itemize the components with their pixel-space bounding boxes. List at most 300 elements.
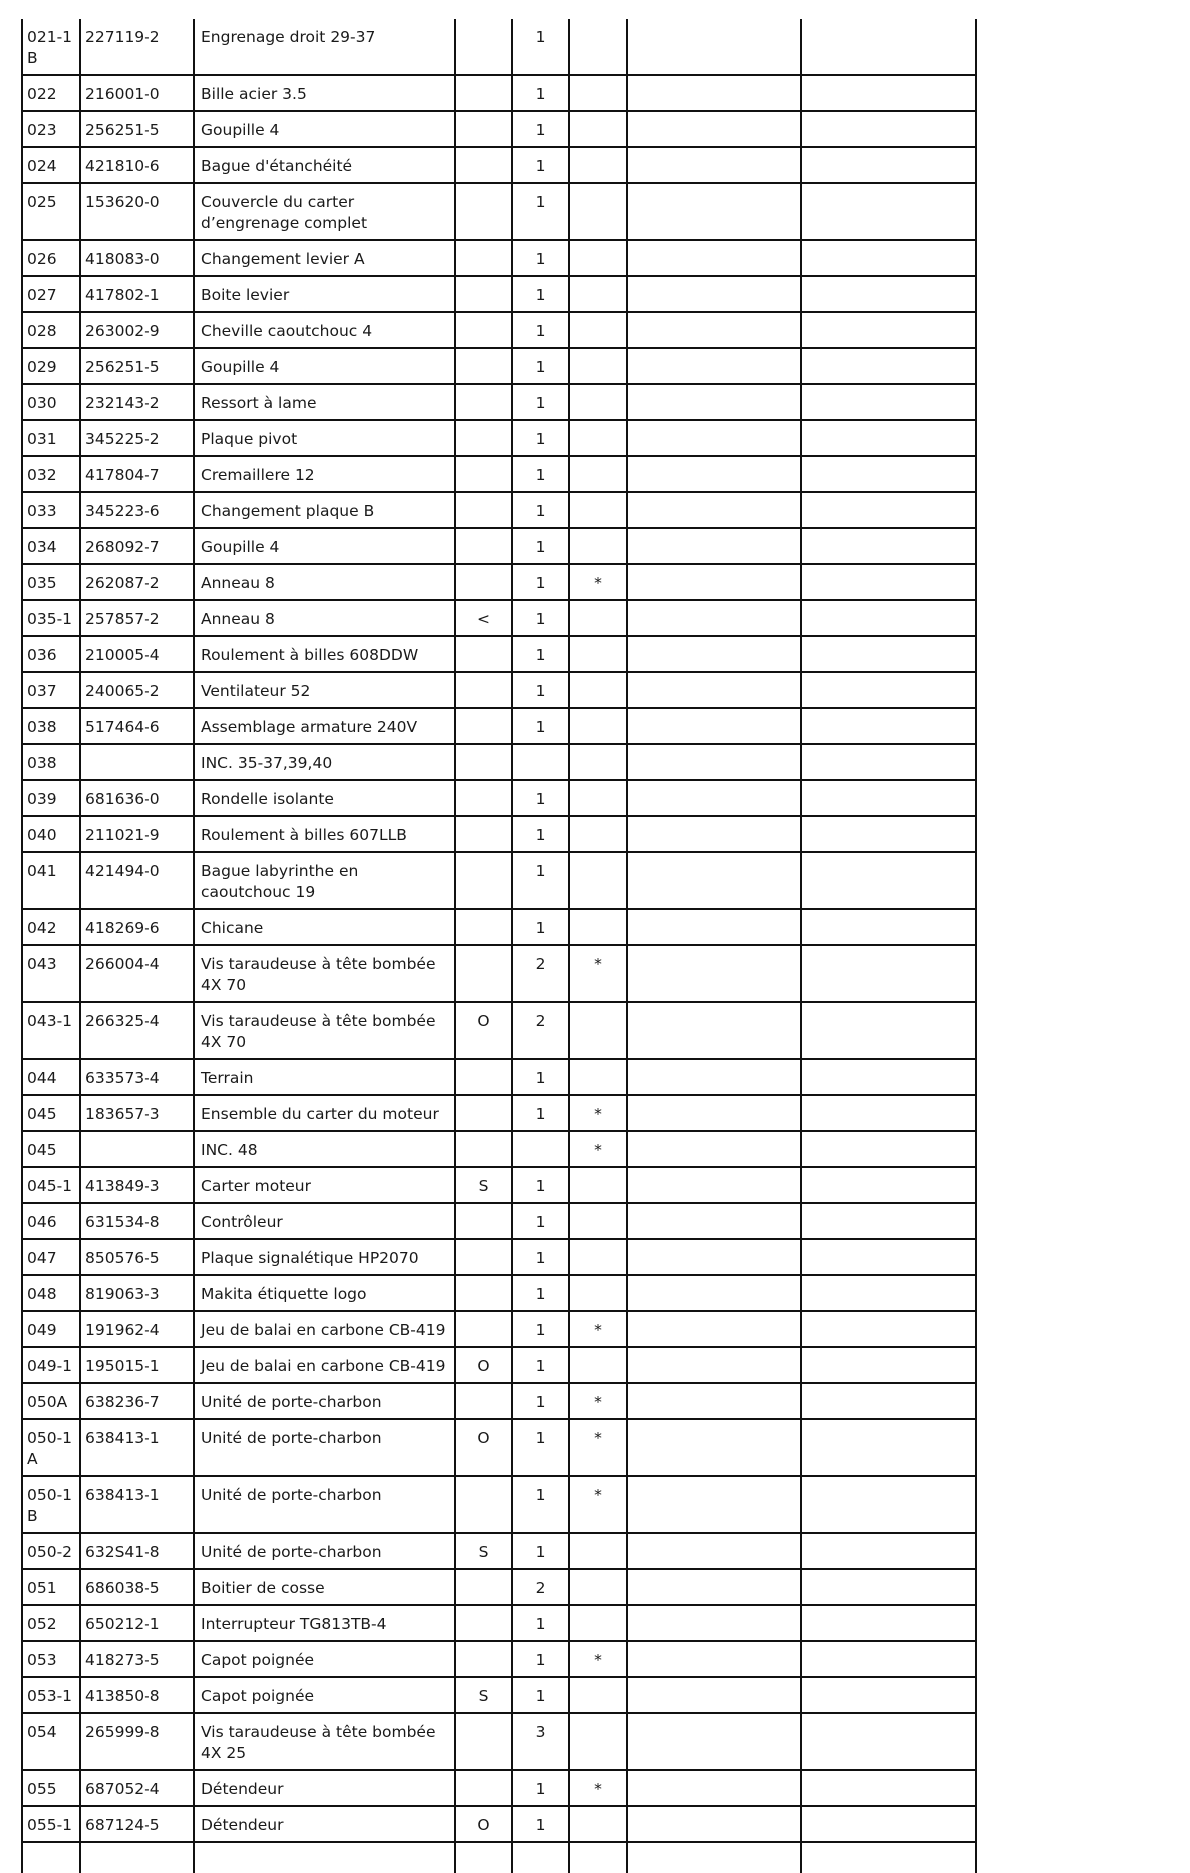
description-cell: Anneau 8 [194, 564, 455, 600]
empty-cell [627, 636, 801, 672]
part-number-cell: 638236-7 [80, 1383, 194, 1419]
description-cell: Goupille 4 [194, 528, 455, 564]
empty-cell [627, 1713, 801, 1770]
quantity-cell: 1 [512, 1806, 569, 1842]
table-row [22, 1419, 976, 1476]
star-marker-cell: * [569, 1419, 627, 1476]
empty-cell [512, 1842, 569, 1873]
empty-cell [627, 1311, 801, 1347]
ref-number-cell: 029 [22, 348, 80, 384]
empty-cell [801, 1770, 976, 1806]
note-cell: S [455, 1167, 512, 1203]
note-cell [455, 1713, 512, 1770]
empty-cell [801, 1383, 976, 1419]
empty-cell [801, 1059, 976, 1095]
empty-cell [801, 1311, 976, 1347]
description-cell: INC. 48 [194, 1131, 455, 1167]
ref-number-cell: 048 [22, 1275, 80, 1311]
description-cell: Anneau 8 [194, 600, 455, 636]
quantity-cell: 1 [512, 1239, 569, 1275]
table-row [22, 945, 976, 1002]
empty-cell [627, 1347, 801, 1383]
empty-cell [627, 1605, 801, 1641]
table-row [22, 1311, 976, 1347]
note-cell [455, 75, 512, 111]
empty-cell [801, 1533, 976, 1569]
empty-cell [627, 348, 801, 384]
description-cell: Assemblage armature 240V [194, 708, 455, 744]
table-row [22, 456, 976, 492]
star-marker-cell [569, 1059, 627, 1095]
star-marker-cell [569, 348, 627, 384]
note-cell: S [455, 1677, 512, 1713]
quantity-cell: 1 [512, 1347, 569, 1383]
quantity-cell: 1 [512, 1419, 569, 1476]
quantity-cell: 1 [512, 1311, 569, 1347]
empty-cell [801, 816, 976, 852]
table-row [22, 1806, 976, 1842]
part-number-cell: 268092-7 [80, 528, 194, 564]
description-cell: Terrain [194, 1059, 455, 1095]
empty-cell [22, 1842, 80, 1873]
table-row [22, 528, 976, 564]
note-cell: O [455, 1347, 512, 1383]
star-marker-cell [569, 1677, 627, 1713]
empty-cell [627, 564, 801, 600]
empty-cell [801, 1419, 976, 1476]
star-marker-cell [569, 780, 627, 816]
star-marker-cell: * [569, 1311, 627, 1347]
part-number-cell: 850576-5 [80, 1239, 194, 1275]
table-row [22, 19, 976, 75]
note-cell [455, 1239, 512, 1275]
table-row [22, 492, 976, 528]
ref-number-cell: 052 [22, 1605, 80, 1641]
part-number-cell: 638413-1 [80, 1419, 194, 1476]
quantity-cell: 1 [512, 183, 569, 240]
table-row [22, 1383, 976, 1419]
ref-number-cell: 025 [22, 183, 80, 240]
description-cell: Goupille 4 [194, 348, 455, 384]
description-cell: Capot poignée [194, 1641, 455, 1677]
empty-cell [801, 19, 976, 75]
ref-number-cell: 023 [22, 111, 80, 147]
star-marker-cell: * [569, 1476, 627, 1533]
quantity-cell: 1 [512, 147, 569, 183]
note-cell [455, 312, 512, 348]
empty-cell [801, 564, 976, 600]
part-number-cell: 262087-2 [80, 564, 194, 600]
note-cell [455, 240, 512, 276]
ref-number-cell: 050-2 [22, 1533, 80, 1569]
quantity-cell [512, 744, 569, 780]
part-number-cell: 687052-4 [80, 1770, 194, 1806]
star-marker-cell [569, 1713, 627, 1770]
empty-cell [801, 1347, 976, 1383]
quantity-cell: 1 [512, 780, 569, 816]
table-row [22, 1677, 976, 1713]
empty-cell [627, 1095, 801, 1131]
quantity-cell: 2 [512, 945, 569, 1002]
part-number-cell: 345225-2 [80, 420, 194, 456]
description-cell: Makita étiquette logo [194, 1275, 455, 1311]
empty-cell [801, 1641, 976, 1677]
empty-cell [569, 1842, 627, 1873]
table-row [22, 1476, 976, 1533]
empty-cell [627, 384, 801, 420]
part-number-cell: 266004-4 [80, 945, 194, 1002]
note-cell [455, 1641, 512, 1677]
table-row [22, 147, 976, 183]
description-cell: Capot poignée [194, 1677, 455, 1713]
part-number-cell [80, 744, 194, 780]
ref-number-cell: 045 [22, 1095, 80, 1131]
ref-number-cell: 046 [22, 1203, 80, 1239]
empty-cell [627, 1275, 801, 1311]
table-row [22, 1569, 976, 1605]
ref-number-cell: 055-1 [22, 1806, 80, 1842]
empty-cell [801, 75, 976, 111]
star-marker-cell [569, 1002, 627, 1059]
part-number-cell: 650212-1 [80, 1605, 194, 1641]
ref-number-cell: 024 [22, 147, 80, 183]
ref-number-cell: 022 [22, 75, 80, 111]
star-marker-cell: * [569, 1770, 627, 1806]
empty-cell [801, 780, 976, 816]
empty-cell [627, 1419, 801, 1476]
ref-number-cell: 055 [22, 1770, 80, 1806]
description-cell: Bague d'étanchéité [194, 147, 455, 183]
ref-number-cell: 050-1 B [22, 1476, 80, 1533]
table-row [22, 312, 976, 348]
part-number-cell: 417804-7 [80, 456, 194, 492]
star-marker-cell: * [569, 1095, 627, 1131]
star-marker-cell [569, 1239, 627, 1275]
table-row [22, 1533, 976, 1569]
star-marker-cell [569, 909, 627, 945]
table-row-cutoff [22, 1842, 976, 1873]
table-row [22, 384, 976, 420]
star-marker-cell [569, 75, 627, 111]
quantity-cell: 1 [512, 240, 569, 276]
quantity-cell: 1 [512, 600, 569, 636]
empty-cell [801, 1131, 976, 1167]
description-cell: Plaque signalétique HP2070 [194, 1239, 455, 1275]
empty-cell [801, 600, 976, 636]
table-row [22, 1002, 976, 1059]
ref-number-cell: 045 [22, 1131, 80, 1167]
quantity-cell: 1 [512, 852, 569, 909]
quantity-cell: 1 [512, 708, 569, 744]
part-number-cell: 240065-2 [80, 672, 194, 708]
ref-number-cell: 053 [22, 1641, 80, 1677]
star-marker-cell: * [569, 564, 627, 600]
table-row [22, 111, 976, 147]
quantity-cell: 1 [512, 672, 569, 708]
part-number-cell: 418269-6 [80, 909, 194, 945]
quantity-cell: 1 [512, 1641, 569, 1677]
description-cell: Plaque pivot [194, 420, 455, 456]
quantity-cell: 2 [512, 1569, 569, 1605]
table-row [22, 1605, 976, 1641]
star-marker-cell [569, 600, 627, 636]
star-marker-cell [569, 1533, 627, 1569]
description-cell: Détendeur [194, 1770, 455, 1806]
star-marker-cell [569, 1167, 627, 1203]
note-cell [455, 636, 512, 672]
star-marker-cell [569, 708, 627, 744]
description-cell: Vis taraudeuse à tête bombée 4X 25 [194, 1713, 455, 1770]
empty-cell [627, 1167, 801, 1203]
star-marker-cell [569, 816, 627, 852]
description-cell: Vis taraudeuse à tête bombée 4X 70 [194, 945, 455, 1002]
description-cell: Jeu de balai en carbone CB-419 [194, 1347, 455, 1383]
quantity-cell: 1 [512, 1476, 569, 1533]
note-cell [455, 852, 512, 909]
note-cell [455, 348, 512, 384]
description-cell: Engrenage droit 29-37 [194, 19, 455, 75]
quantity-cell: 1 [512, 816, 569, 852]
table-row [22, 1059, 976, 1095]
part-number-cell: 632S41-8 [80, 1533, 194, 1569]
ref-number-cell: 027 [22, 276, 80, 312]
empty-cell [80, 1842, 194, 1873]
empty-cell [627, 744, 801, 780]
quantity-cell [512, 1131, 569, 1167]
table-row [22, 816, 976, 852]
star-marker-cell [569, 1347, 627, 1383]
star-marker-cell: * [569, 1131, 627, 1167]
note-cell [455, 456, 512, 492]
quantity-cell: 1 [512, 1059, 569, 1095]
quantity-cell: 1 [512, 1677, 569, 1713]
table-row [22, 1131, 976, 1167]
part-number-cell: 413849-3 [80, 1167, 194, 1203]
part-number-cell: 195015-1 [80, 1347, 194, 1383]
quantity-cell: 1 [512, 636, 569, 672]
part-number-cell: 266325-4 [80, 1002, 194, 1059]
empty-cell [627, 600, 801, 636]
description-cell: Roulement à billes 608DDW [194, 636, 455, 672]
quantity-cell: 1 [512, 456, 569, 492]
empty-cell [801, 1002, 976, 1059]
note-cell: O [455, 1806, 512, 1842]
part-number-cell: 153620-0 [80, 183, 194, 240]
ref-number-cell: 032 [22, 456, 80, 492]
table-row [22, 1203, 976, 1239]
empty-cell [627, 1842, 801, 1873]
note-cell [455, 1311, 512, 1347]
empty-cell [801, 672, 976, 708]
note-cell: < [455, 600, 512, 636]
part-number-cell: 687124-5 [80, 1806, 194, 1842]
quantity-cell: 1 [512, 75, 569, 111]
description-cell: Cremaillere 12 [194, 456, 455, 492]
table-row [22, 1770, 976, 1806]
ref-number-cell: 047 [22, 1239, 80, 1275]
star-marker-cell [569, 111, 627, 147]
empty-cell [627, 240, 801, 276]
part-number-cell: 819063-3 [80, 1275, 194, 1311]
star-marker-cell [569, 492, 627, 528]
description-cell: Vis taraudeuse à tête bombée 4X 70 [194, 1002, 455, 1059]
ref-number-cell: 031 [22, 420, 80, 456]
empty-cell [801, 111, 976, 147]
table-row [22, 564, 976, 600]
part-number-cell: 418083-0 [80, 240, 194, 276]
table-row [22, 420, 976, 456]
star-marker-cell [569, 1203, 627, 1239]
empty-cell [627, 1806, 801, 1842]
empty-cell [801, 1806, 976, 1842]
empty-cell [801, 456, 976, 492]
description-cell: Carter moteur [194, 1167, 455, 1203]
ref-number-cell: 051 [22, 1569, 80, 1605]
empty-cell [801, 420, 976, 456]
ref-number-cell: 041 [22, 852, 80, 909]
ref-number-cell: 043 [22, 945, 80, 1002]
empty-cell [627, 909, 801, 945]
description-cell: Chicane [194, 909, 455, 945]
ref-number-cell: 030 [22, 384, 80, 420]
empty-cell [627, 75, 801, 111]
note-cell [455, 1569, 512, 1605]
empty-cell [801, 147, 976, 183]
star-marker-cell [569, 147, 627, 183]
part-number-cell: 256251-5 [80, 111, 194, 147]
empty-cell [801, 492, 976, 528]
empty-cell [627, 528, 801, 564]
empty-cell [801, 348, 976, 384]
description-cell: Bille acier 3.5 [194, 75, 455, 111]
description-cell: Cheville caoutchouc 4 [194, 312, 455, 348]
empty-cell [801, 1167, 976, 1203]
quantity-cell: 1 [512, 1605, 569, 1641]
table-row [22, 780, 976, 816]
quantity-cell: 1 [512, 1383, 569, 1419]
ref-number-cell: 044 [22, 1059, 80, 1095]
table-row [22, 744, 976, 780]
note-cell [455, 276, 512, 312]
note-cell [455, 111, 512, 147]
quantity-cell: 1 [512, 909, 569, 945]
table-row [22, 1713, 976, 1770]
description-cell: Ventilateur 52 [194, 672, 455, 708]
note-cell [455, 1095, 512, 1131]
table-row [22, 636, 976, 672]
ref-number-cell: 043-1 [22, 1002, 80, 1059]
table-row [22, 183, 976, 240]
description-cell: Changement levier A [194, 240, 455, 276]
note-cell [455, 1059, 512, 1095]
ref-number-cell: 042 [22, 909, 80, 945]
note-cell [455, 19, 512, 75]
part-number-cell: 633573-4 [80, 1059, 194, 1095]
star-marker-cell [569, 852, 627, 909]
part-number-cell: 227119-2 [80, 19, 194, 75]
description-cell: Boite levier [194, 276, 455, 312]
part-number-cell: 417802-1 [80, 276, 194, 312]
description-cell: Rondelle isolante [194, 780, 455, 816]
table-row [22, 672, 976, 708]
table-row [22, 1275, 976, 1311]
table-row [22, 1095, 976, 1131]
description-cell: Jeu de balai en carbone CB-419 [194, 1311, 455, 1347]
quantity-cell: 1 [512, 348, 569, 384]
note-cell [455, 528, 512, 564]
description-cell: Contrôleur [194, 1203, 455, 1239]
star-marker-cell [569, 1605, 627, 1641]
ref-number-cell: 021-1 B [22, 19, 80, 75]
part-number-cell: 413850-8 [80, 1677, 194, 1713]
star-marker-cell: * [569, 1641, 627, 1677]
part-number-cell [80, 1131, 194, 1167]
quantity-cell: 1 [512, 1203, 569, 1239]
note-cell [455, 708, 512, 744]
note-cell: S [455, 1533, 512, 1569]
description-cell: Changement plaque B [194, 492, 455, 528]
empty-cell [627, 183, 801, 240]
part-number-cell: 191962-4 [80, 1311, 194, 1347]
note-cell [455, 420, 512, 456]
table-row [22, 1347, 976, 1383]
star-marker-cell [569, 183, 627, 240]
note-cell [455, 147, 512, 183]
star-marker-cell: * [569, 1383, 627, 1419]
empty-cell [801, 1275, 976, 1311]
empty-cell [627, 852, 801, 909]
star-marker-cell [569, 384, 627, 420]
empty-cell [801, 276, 976, 312]
ref-number-cell: 035-1 [22, 600, 80, 636]
part-number-cell: 232143-2 [80, 384, 194, 420]
star-marker-cell [569, 420, 627, 456]
description-cell: Ensemble du carter du moteur [194, 1095, 455, 1131]
part-number-cell: 216001-0 [80, 75, 194, 111]
empty-cell [627, 420, 801, 456]
empty-cell [627, 111, 801, 147]
empty-cell [627, 492, 801, 528]
ref-number-cell: 053-1 [22, 1677, 80, 1713]
ref-number-cell: 036 [22, 636, 80, 672]
ref-number-cell: 034 [22, 528, 80, 564]
empty-cell [627, 1203, 801, 1239]
note-cell [455, 492, 512, 528]
part-number-cell: 183657-3 [80, 1095, 194, 1131]
ref-number-cell: 049 [22, 1311, 80, 1347]
star-marker-cell: * [569, 945, 627, 1002]
empty-cell [801, 384, 976, 420]
empty-cell [801, 528, 976, 564]
quantity-cell: 1 [512, 19, 569, 75]
empty-cell [627, 456, 801, 492]
note-cell [455, 780, 512, 816]
quantity-cell: 1 [512, 1770, 569, 1806]
empty-cell [627, 1131, 801, 1167]
note-cell [455, 384, 512, 420]
ref-number-cell: 038 [22, 744, 80, 780]
description-cell: Interrupteur TG813TB-4 [194, 1605, 455, 1641]
note-cell [455, 564, 512, 600]
quantity-cell: 1 [512, 1275, 569, 1311]
empty-cell [627, 1533, 801, 1569]
star-marker-cell [569, 1275, 627, 1311]
note-cell [455, 945, 512, 1002]
part-number-cell: 638413-1 [80, 1476, 194, 1533]
empty-cell [801, 183, 976, 240]
empty-cell [627, 816, 801, 852]
part-number-cell: 210005-4 [80, 636, 194, 672]
